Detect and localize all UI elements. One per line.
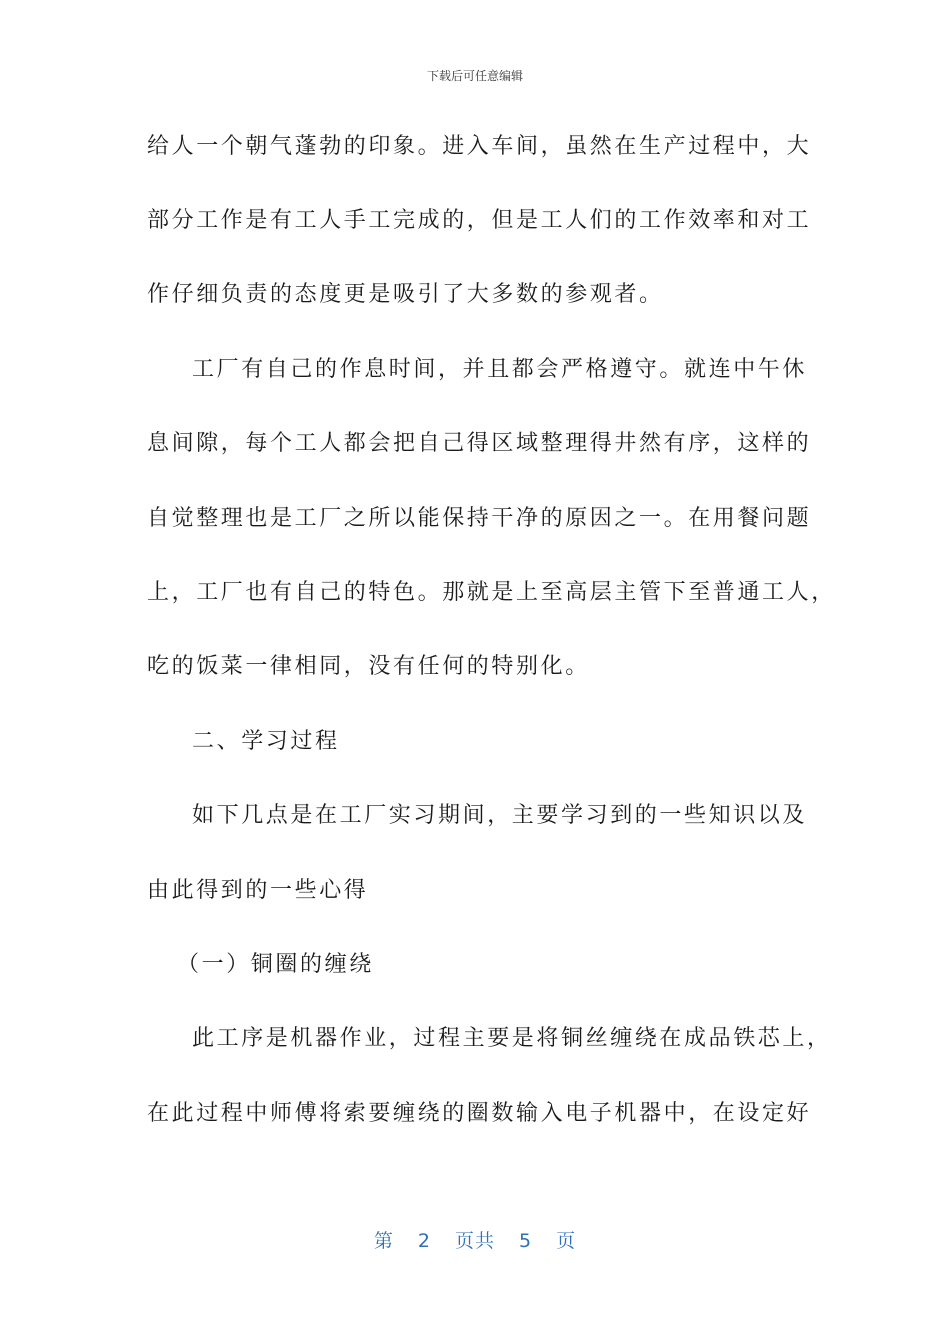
body-line: 给人一个朝气蓬勃的印象。进入车间，虽然在生产过程中，大 xyxy=(147,134,812,159)
subsection-heading: （一）铜圈的缠绕 xyxy=(177,952,374,977)
body-line: 工厂有自己的作息时间，并且都会严格遵守。就连中午休 xyxy=(192,357,808,382)
footer-middle: 页共 xyxy=(454,1230,495,1252)
body-line: 作仔细负责的态度更是吸引了大多数的参观者。 xyxy=(147,282,664,307)
body-line: 如下几点是在工厂实习期间，主要学习到的一些知识以及 xyxy=(192,803,808,828)
body-line: 部分工作是有工人手工完成的，但是工人们的工作效率和对工 xyxy=(147,208,812,233)
body-line: 此工序是机器作业，过程主要是将铜丝缠绕在成品铁芯上， xyxy=(192,1026,832,1051)
current-page-number: 2 xyxy=(417,1230,431,1252)
body-line: 息间隙，每个工人都会把自己得区域整理得井然有序，这样的 xyxy=(147,431,812,456)
body-line: 上，工厂也有自己的特色。那就是上至高层主管下至普通工人， xyxy=(147,580,836,605)
footer-prefix: 第 xyxy=(373,1230,394,1252)
total-pages-number: 5 xyxy=(519,1230,533,1252)
page-footer xyxy=(0,1226,950,1253)
footer-suffix: 页 xyxy=(556,1230,577,1252)
body-line: 在此过程中师傅将索要缠绕的圈数输入电子机器中，在设定好 xyxy=(147,1101,812,1126)
section-heading: 二、学习过程 xyxy=(192,729,340,754)
body-line: 自觉整理也是工厂之所以能保持干净的原因之一。在用餐问题 xyxy=(147,506,812,531)
body-line: 吃的饭菜一律相同，没有任何的特别化。 xyxy=(147,654,590,679)
header-note: 下载后可任意编辑 xyxy=(426,69,523,83)
body-line: 由此得到的一些心得 xyxy=(147,878,369,903)
